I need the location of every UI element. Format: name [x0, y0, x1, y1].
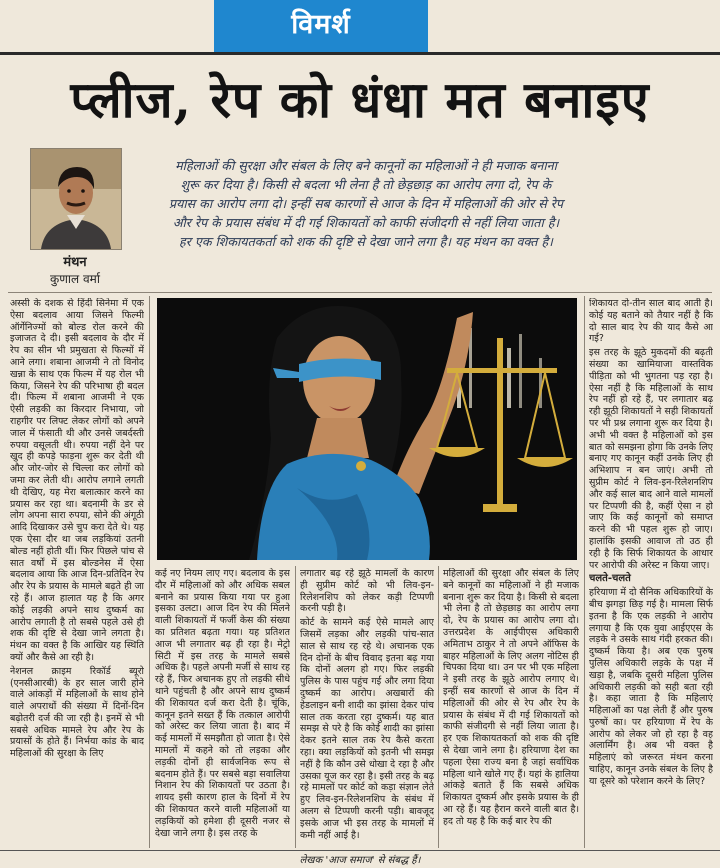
column-divider — [438, 566, 439, 848]
paragraph: कोर्ट के सामने कई ऐसे मामले आए जिसमें लड़का और लड़की पांच-सात साल से साथ रह रहे थे। अचानक एक दिन दोनों के बीच विवाद इतना बढ़ गया कि दोनों अलग हो गए। फिर लड़की पुलिस के पास पहुंच गई और लगा दिया दुष्कर्म का आरोप। अखबारों की हेडलाइन बनी शादी का झांसा देकर पांच साल तक करता रहा दुष्कर्म। यह बात समझ से परे है कि कोई शादी का झांसा देकर इतने साल तक रेप कैसे करता रहा। क्या लड़कियों को इतनी भी समझ नहीं है कि कौन उसे धोखा दे रहा है और उसका यूज कर रहा है। इसी तरह के बढ़ रहे मामलों पर कोर्ट को कड़ा संज्ञान लेते हुए लिव-इन-रिलेशनशिप के संबंध में अलग से टिप्पणी करनी पड़ी। बावजूद इसके आज भी इस तरह के मामलों में कमी नहीं आई है। — [300, 617, 434, 841]
subheading-chalte-chalte: चलते-चलते — [589, 573, 631, 585]
paragraph: अस्सी के दशक से हिंदी सिनेमा में एक ऐसा बदलाव आया जिसने फिल्मी ऑर्गेनिज्मों को बोल्ड रोल करने की इजाजत दे दी। इसी बदलाव के दौर में रेप का सीन भी प्रमुखता से फिल्मों में आने लगा। शबाना आजमी ने तो विनोद खन्ना के साथ एक फिल्म में यह रोल भी किया, जिसने रेप की परिभाषा ही बदल दी। फिल्म में शबाना आजमी ने एक ऐसी लड़की का किरदार निभाया, जो राहगीर पर लिफ्ट लेकर लोगों को अपने जाल में फंसाती थी और उनसे जबर्दस्ती रुपया वसूलती थी। रुपया नहीं देने पर खुद ही कपड़े फाड़ना शुरू कर देती थी और जोर-जोर से चिल्ला कर लोगों को जमा कर लेती थी। आरोप लगाने लगती थी देखिए, यह मेरा बलात्कार करने का प्रयास कर रहा था। बदनामी के डर से लोग अपना सारा रुपया, सोने की अंगूठी आदि दिखाकर उसे चुप करा देते थे। यह एक ऐसा दौर था जब लड़कियां उतनी बोल्ड नहीं होती थीं। फिर पिछले पांच से सात वर्षों में इस बोल्डनेस में ऐसा बदलाव आया कि आज दिन-प्रतिदिन रेप और रेप के प्रयास के मामले बढ़ते ही जा रहे हैं। आज हालात यह है कि अगर कोई लड़की अपने साथ दुष्कर्म का आरोप लगाती है तो सबसे पहले उसे ही शक की दृष्टि से देखा जाने लगता है। मंथन का वक्त है कि आखिर यह स्थिति क्यों और कैसे आ रही है। — [10, 298, 144, 663]
author-credit: लेखक 'आज समाज' से संबद्ध हैं। — [299, 855, 421, 866]
justice-illustration — [157, 298, 577, 560]
paragraph: कई नए नियम लाए गए। बदलाव के इस दौर में महिलाओं को और अधिक सबल बनाने का प्रयास किया गया पर हुआ इसका उलटा। आज दिन रेप की मिलने वाली शिकायतों में फर्जी केस की संख्या का प्रतिशत बढ़ता गया। यह प्रतिशत आज भी लगातार बढ़ ही रहा है। मेट्रो सिटी में इस तरह के मामले सबसे अधिक है। पहले अपनी मर्जी से साथ रह रहे हैं, फिर अचानक हुए तो लड़की सीधे थाने पहुंचती है और अपने साथ दुष्कर्म की शिकायत दर्ज करा देती है। चूंकि, कानून इतने सख्त हैं कि तत्काल आरोपी को अरेस्ट कर लिया जाता है। बाद में कई मामलों में समझौता हो जाता है। ऐसे मामलों में कहने को तो लड़का और लड़की दोनों ही सार्वजनिक रूप से बदनाम होते हैं। पर सबसे बड़ा सवालिया निशान रेप की शिकायतों पर उठता है। शायद इसी कारण हाल के दिनों में रेप की शिकायत करने वाली महिलाओं या लड़कियों को हमेशा ही दूसरी नजर से देखा जाने लगा है। इस तरह के — [155, 568, 290, 839]
top-rule — [0, 52, 720, 55]
headline: प्लीज, रेप को धंधा मत बनाइए — [70, 70, 650, 129]
column-name: मंथन — [63, 255, 87, 270]
paragraph: लगातार बढ़ रहे झूठे मामलों के कारण ही सुप्रीम कोर्ट को भी लिव-इन-रिलेशनशिप को लेकर कड़ी टिप्पणी करनी पड़ी है। — [300, 568, 434, 615]
intro-separator — [8, 292, 712, 293]
paragraph: हरियाणा में दो सैनिक अधिकारियों के बीच झगड़ा छिड़ गई है। मामला सिर्फ इतना है कि एक लड़की ने आरोप लगाया है कि एक युवा आईएएस के लड़के ने उसके साथ गंदी हरकत की। दुष्कर्म किया है। अब एक पुरुष पुलिस अधिकारी लड़के के पक्ष में खड़ा है, जबकि दूसरी महिला पुलिस अधिकारी लड़की को सही बता रही है। कहा जाता है कि महिलाएं महिलाओं का पक्ष लेती हैं और पुरुष पुरुषों का। पर हरियाणा में रेप के आरोप को लेकर जो हो रहा है वह अलार्मिंग है। अब भी वक्त है महिलाएं को जरूरत मंथन करना चाहिए, कानून उनके संबल के लिए है या दूसरे को परेशान करने के लिए? — [589, 587, 713, 787]
column-divider — [584, 296, 585, 848]
column-divider — [149, 296, 150, 848]
paragraph: महिलाओं की सुरक्षा और संबल के लिए बने कानूनों का महिलाओं ने ही मजाक बनाना शुरू कर दिया है। किसी से बदला भी लेना है तो छेड़छाड़ का आरोप लगा दो, रेप के प्रयास का आरोप लगा दो। उत्तरप्रदेश के आईपीएस अधिकारी अमिताभ ठाकुर ने तो अपने ऑफिस के बाहर महिलाओं के लिए अलग नोटिस ही चिपका दिया था। उन पर भी एक महिला ने इसी तरह के झूठे आरोप लगाए थे। इन्हीं सब कारणों से आज के दिन में महिलाओं की ओर से रेप और रेप के प्रयास के संबंध में दी गई शिकायतों को काफी संजीदगी से नहीं लिया जाता है। हर एक शिकायतकर्ता को शक की दृष्टि से देखा जाने लगा है। हरियाणा देश का पहला ऐसा राज्य बना है जहां सर्वाधिक महिला थाने खोले गए हैं। यहां के हालिया आंकड़े बताते हैं कि सबसे अधिक शिकायत दुष्कर्म और इसके प्रयास के ही आ रहे हैं। यह हैरान करने वाली बात है। हद तो यह है कि कई बार रेप की — [443, 568, 579, 827]
section-label: विमर्श — [214, 0, 428, 52]
article-column-3 — [300, 568, 434, 848]
column-divider — [295, 566, 296, 848]
author-portrait-icon — [31, 149, 121, 249]
article-column-2 — [155, 568, 290, 848]
author-name: कुणाल वर्मा — [50, 272, 100, 286]
article-column-5 — [589, 298, 713, 848]
paragraph: शिकायत दो-तीन साल बाद आती है। कोई यह बताने को तैयार नहीं है कि दो साल बाद रेप की याद कैसे आ गई? — [589, 298, 713, 345]
article-column-4 — [443, 568, 579, 848]
paragraph: नेशनल क्राइम रिकॉर्ड ब्यूरो (एनसीआरबी) के हर साल जारी होने वाले आंकड़ों में महिलाओं के साथ होने वाले अपराधों की संख्या में दिनों-दिन बढ़ोतरी दर्ज की जा रही है। इनमें से भी सबसे अधिक मामले रेप और रेप के प्रयासों के होते हैं। निर्भया कांड के बाद महिलाओं की सुरक्षा के लिए — [10, 665, 144, 760]
author-photo — [30, 148, 122, 250]
article-column-1 — [10, 298, 144, 848]
lady-justice-icon — [157, 298, 577, 560]
paragraph: इस तरह के झूठे मुकदमों की बढ़ती संख्या का खामियाजा वास्तविक पीड़िता को भी भुगतना पड़ रहा है। ऐसा नहीं है कि महिलाओं के साथ रेप नहीं हो रहे हैं, पर लगातार बढ़ रही झूठी शिकायतों ने सही शिकायतों पर भी प्रश्न लगाना शुरू कर दिया है। अभी भी वक्त है महिलाओं को इस बात को समझना होगा कि उनके लिए बनाए गए कानून कहीं उनके लिए ही अभिशाप न बन जाएं। अभी तो सुप्रीम कोर्ट ने लिव-इन-रिलेशनशिप और कई साल बाद आने वाले मामलों पर टिप्पणी की है, कहीं ऐसा न हो जाए कि कई कानूनों को समाप्त करने की भी पहल शुरू हो जाए। हालांकि इसकी आवाज तो उठ ही रही है कि सिर्फ शिकायत के आधार पर आरोपी की अरेस्ट न किया जाए। — [589, 347, 713, 571]
intro-summary: महिलाओं की सुरक्षा और संबल के लिए बने कानूनों का महिलाओं ने ही मजाक बनाना शुरू कर दिया है। किसी से बदला भी लेना है तो छेड़छाड़ का आरोप लगा दो, रेप के प्रयास का आरोप लगा दो। इन्हीं सब कारणों से आज के दिन में महिलाओं की ओर से रेप और रेप के प्रयास संबंध में दी गई शिकायतों को काफी संजीदगी से नहीं लिया जाता है। हर एक शिकायतकर्ता को शक की दृष्टि से देखा जाने लगा है। यह मंथन का वक्त है। — [168, 158, 564, 249]
footer-rule — [0, 850, 720, 851]
